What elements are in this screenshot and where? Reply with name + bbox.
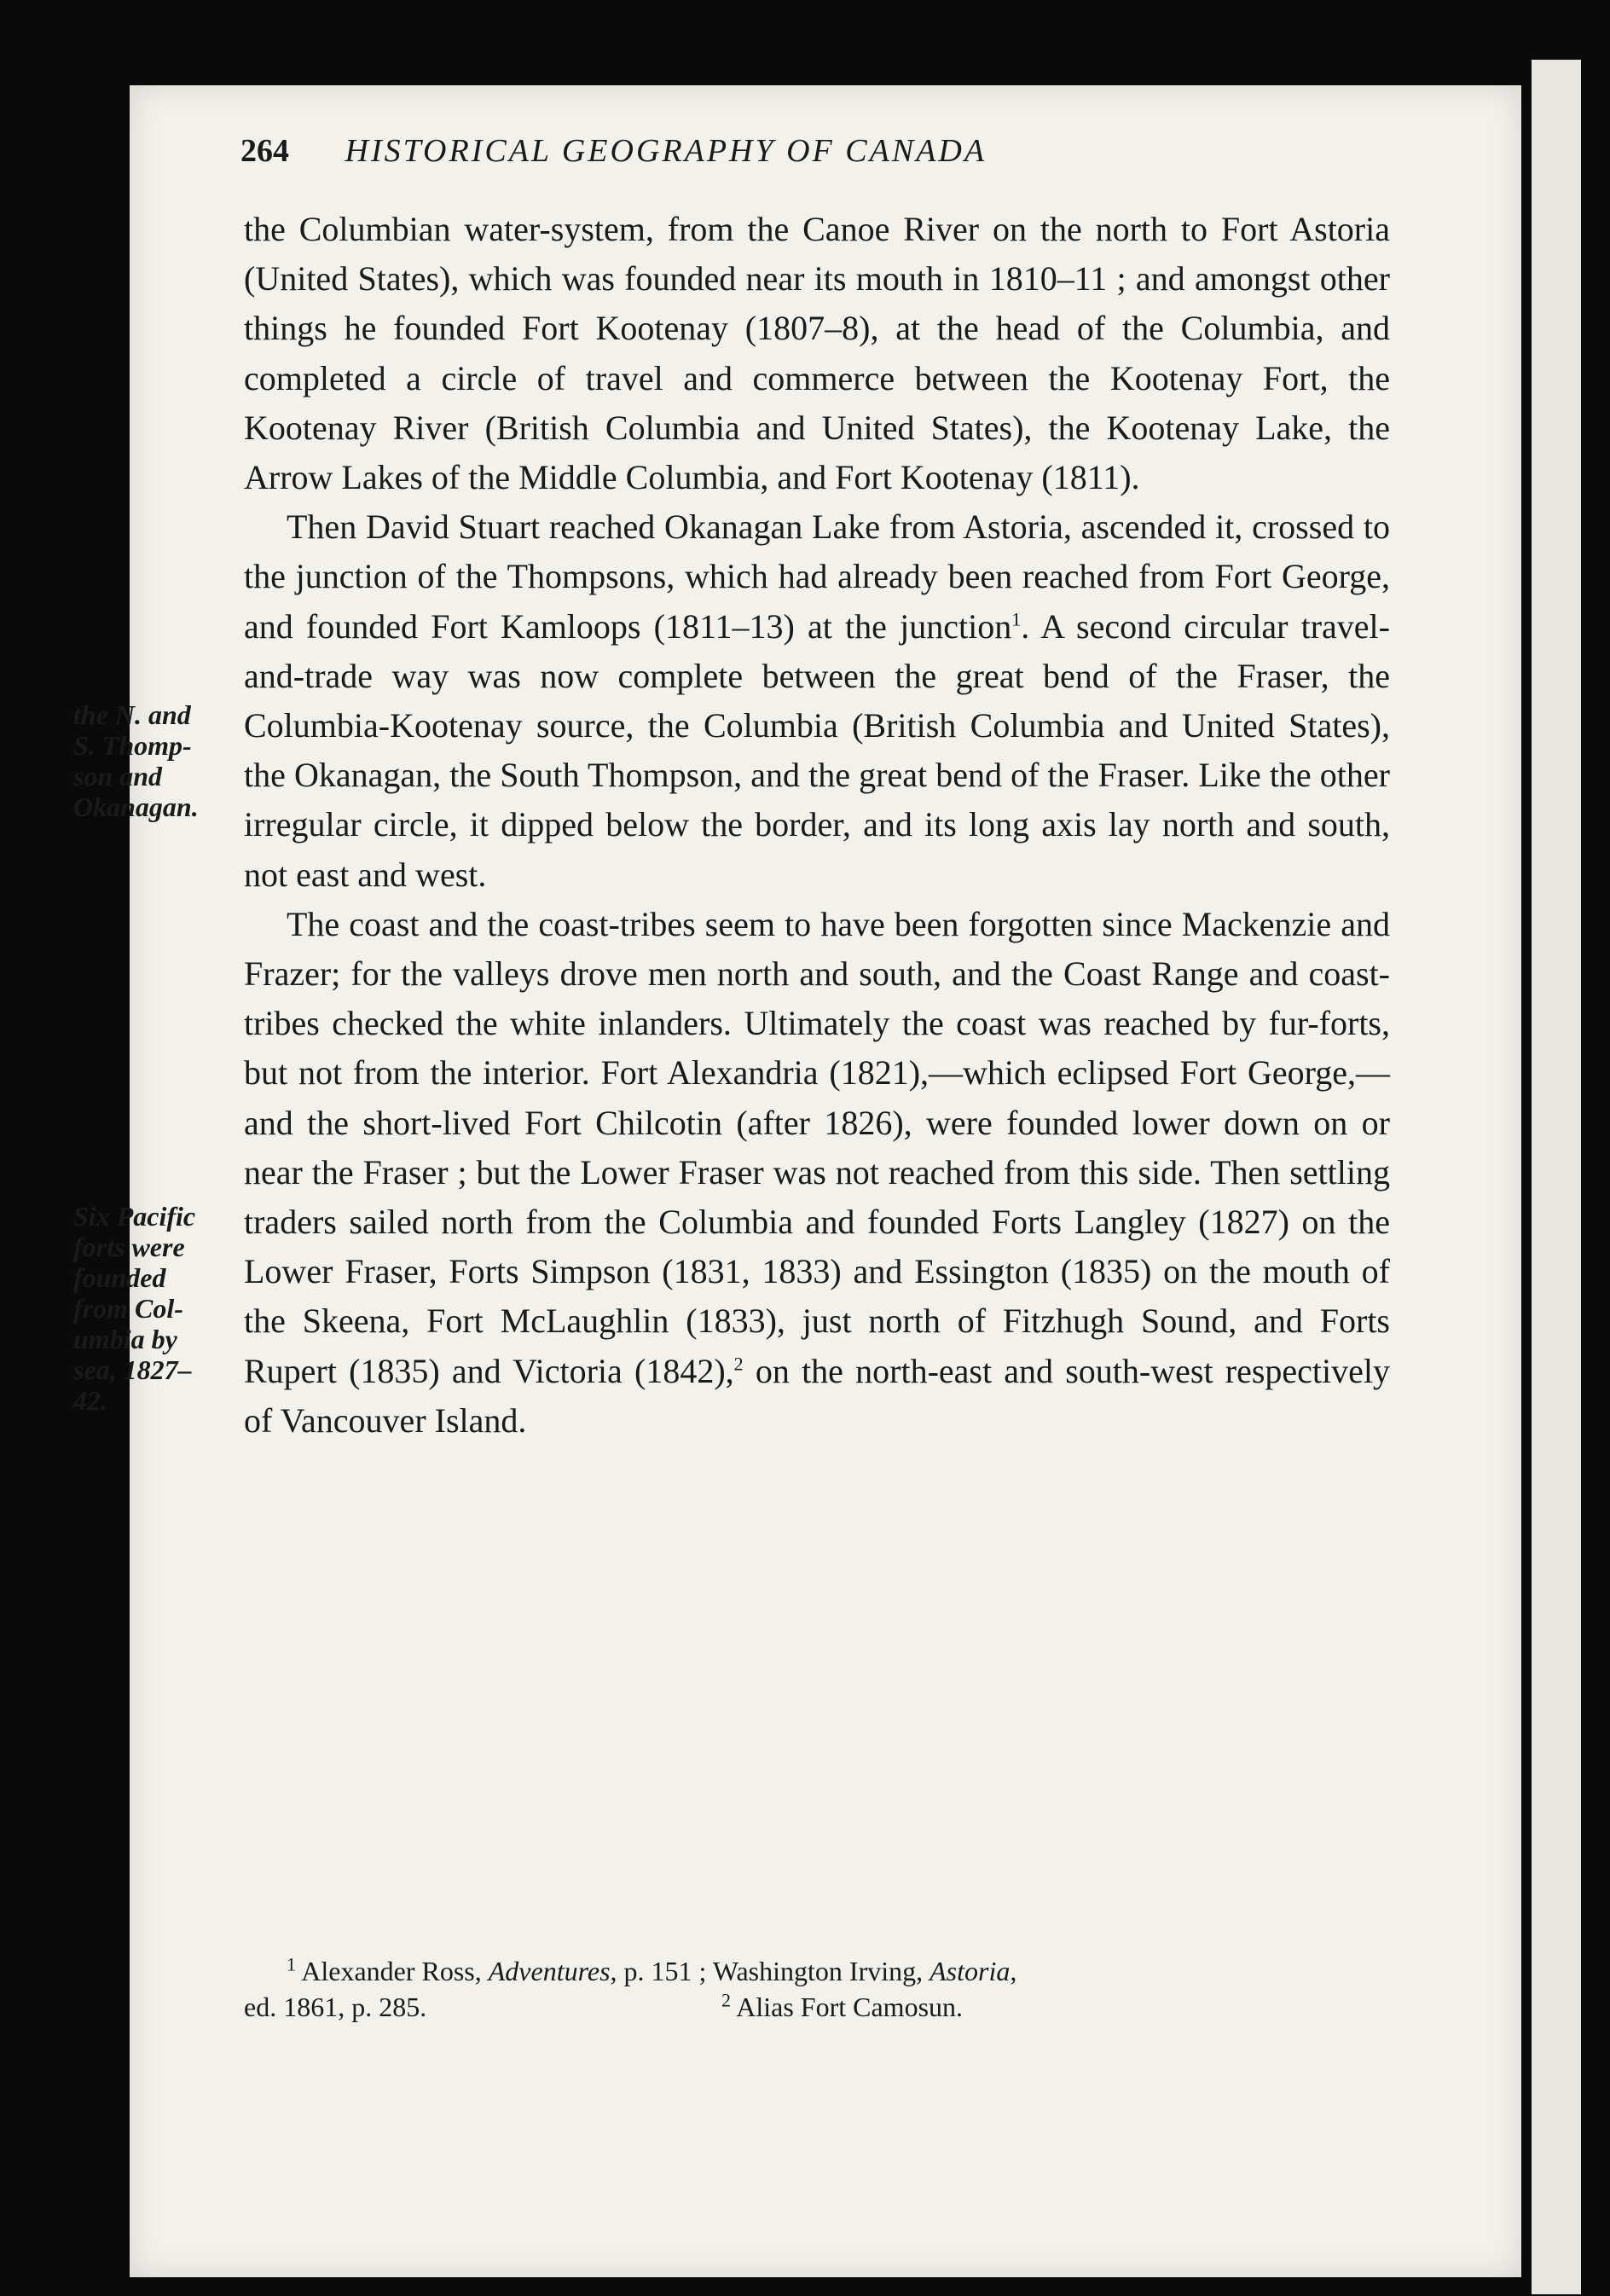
footnote-2-mark: 2 xyxy=(721,1989,731,2011)
paragraph-3 xyxy=(244,900,1390,1446)
footnote-1-mid: , p. 151 ; Washington Irving, xyxy=(610,1956,930,1986)
sidenote-pacific-forts: Six Pacific forts were founded from Col- umbia by sea, 1827– 42. xyxy=(73,1201,196,1416)
footnote-ref-2[interactable]: 2 xyxy=(733,1353,744,1375)
paragraph-2-text-cont: . A second circular travel-and-trade way was now complete between the great bend of the Fraser, the Columbia-Kootenay source, the Columbia (British Columbia and United States), the Okanagan, the South Thompson, and the great bend of the Fraser. Like the other irregular circle, it dipped below the border, and its long axis lay north and south, not east and west. xyxy=(244,606,1390,894)
running-title: HISTORICAL GEOGRAPHY OF CANADA xyxy=(345,133,987,169)
facing-page-edge xyxy=(1532,60,1581,2294)
footnote-1 xyxy=(244,1953,1390,1989)
running-head xyxy=(240,132,1264,170)
footnote-1-title2: Astoria xyxy=(930,1956,1011,1986)
footnotes xyxy=(244,1953,1390,2025)
paragraph-1: the Columbian water-system, from the Canoe River on the north to Fort Astoria (United States), which was founded near its mouth in 1810–11 ; and amongst other things he founded Fort Kootenay (1807–8), at the head of the Columbia, and completed a circle of travel and commerce between the Kootenay Fort, the Kootenay River (British Columbia and United States), the Kootenay Lake, the Arrow Lakes of the Middle Columbia, and Fort Kootenay (1811). xyxy=(244,210,1390,497)
paragraph-2-text: Then David Stuart reached Okanagan Lake from Astoria, ascended it, crossed to the junction of the Thompsons, which had already been reached from Fort George, and founded Fort Kamloops (1811–13) at the junction xyxy=(244,507,1390,646)
footnote-1-author: Alexander Ross, xyxy=(301,1956,489,1986)
footnote-1-title: Adventures xyxy=(488,1956,611,1986)
paragraph-3-text-cont: on the north-east and south-west respectively of Vancouver Island. xyxy=(244,1351,1390,1440)
footnote-1-end: , xyxy=(1010,1956,1017,1986)
page-number: 264 xyxy=(240,133,289,169)
footnote-2-text: Alias Fort Camosun. xyxy=(731,1992,964,2022)
paragraph-2 xyxy=(244,502,1390,900)
paragraph-3-text: The coast and the coast-tribes seem to have been forgotten since Mackenzie and Frazer; for the valleys drove men north and south, and the Coast Range and coast-tribes checked the white inlanders. Ultimately the coast was reached by fur-forts, but not from the interior. Fort Alexandria (1821),—which eclipsed Fort George,—and the short-lived Fort Chilcotin (after 1826), were founded lower down on or near the Fraser ; but the Lower Fraser was not reached from this side. Then settling traders sailed north from the Columbia and founded Forts Langley (1827) on the Lower Fraser, Forts Simpson (1831, 1833) and Essington (1835) on the mouth of the Skeena, Fort McLaughlin (1833), just north of Fitzhugh Sound, and Forts Rupert (1835) and Victoria (1842), xyxy=(244,904,1390,1390)
footnote-1-edition: ed. 1861, p. 285. xyxy=(244,1992,427,2022)
footnote-2 xyxy=(721,1989,963,2025)
sidenote-thompson-okanagan: the N. and S. Thomp- son and Okanagan. xyxy=(73,699,199,822)
footnote-ref-1[interactable]: 1 xyxy=(1011,608,1022,630)
footnote-1-mark: 1 xyxy=(287,1953,296,1975)
body-text xyxy=(244,205,1390,1446)
footnote-line-2 xyxy=(244,1989,1390,2025)
